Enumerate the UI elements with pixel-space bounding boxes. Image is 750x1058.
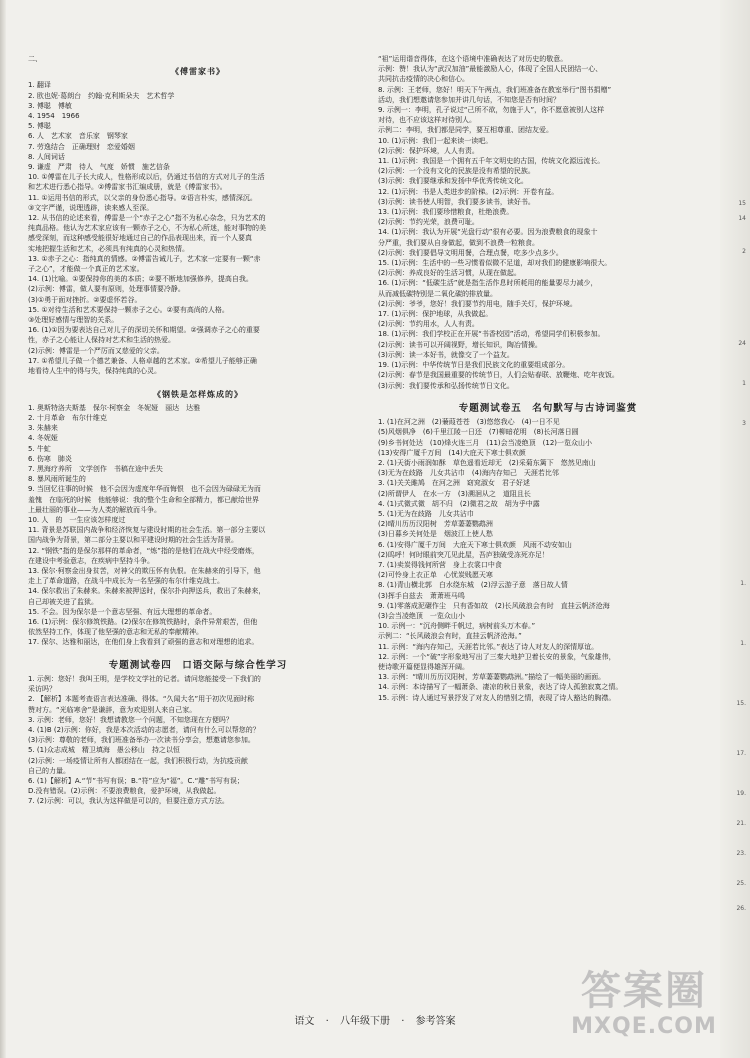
answer-line: (2)示例：养成良好的生活习惯，从现在做起。 [378,269,521,278]
answer-line: (3)会当凌绝顶 一览众山小 [378,611,465,620]
answer-page [28,54,718,1014]
answer-line: 羞愧 在临死的时候 他能够说：我的整个生命和全部精力，都已献给世界 [28,495,259,504]
answer-line: 自己却被关进了监狱。 [28,597,98,606]
answer-line: 3. 傅聪 傅敏 [28,101,72,110]
answer-line: (3)示例：我们要继承和发扬中华优秀传统文化。 [378,177,528,186]
answer-line: 15. 不会。因为保尔是一个意志坚强、有远大理想的革命者。 [28,607,217,616]
watermark-cn: 答案圈 [581,968,707,1014]
edge-number: 26. [736,905,746,912]
footer-sep-2: · [401,1016,405,1027]
section-title: 《钢铁是怎样炼成的》 [153,389,243,399]
answer-line [28,648,368,658]
answer-line: 8. (1)青山横北郭 白水绕东城 (2)浮云游子意 落日故人情 [378,581,568,590]
site-watermark [570,968,718,1050]
answer-line: 性，赤子之心能让人保持对艺术和生活的热爱。 [28,336,175,345]
answer-line: (2)所谓伊人 在水一方 (3)溯洄从之 道阻且长 [378,489,531,498]
answer-line: 1. 奥斯特洛夫斯基 保尔·柯察金 冬妮娅 丽达 达雅 [28,403,201,412]
answer-line: 14. 示例：本诗描写了一幅萧条、凄凉的秋日景象，表达了诗人孤独寂寞之情。 [378,683,623,692]
answer-line: (3)挥手自兹去 萧萧班马鸣 [378,591,465,600]
answer-line: 活动，我们想邀请您参加并讲几句话，不知您是否有时间？ [378,95,560,104]
answer-line: 上最壮丽的事业——为人类的解放而斗争。 [28,505,161,514]
answer-line: 共同抗击疫情的决心和信心。 [378,75,469,84]
answer-line: (3)示例：尊敬的老师，我们班准备举办一次读书分享会，想邀请您参加。 [28,736,255,745]
answer-line: ③处理好感情与理智的关系。 [28,316,119,325]
answer-line: 12. 示例：一个“破”字形象地写出了三秦大地护卫着长安的景象，气象雄伟， [378,652,616,661]
edge-number: 15 [738,200,746,207]
answer-line: 对待，也不应该这样对待别人。 [378,116,476,125]
answer-line: ③文字严谨，说理透辟，读来感人至深。 [28,203,154,212]
answer-line: 2. 欧也妮·葛朗台 约翰·克利斯朵夫 艺术哲学 [28,91,175,100]
answer-line: 实地把握生活和艺术，必须具有纯真的心灵和热情。 [28,244,189,253]
binding-shadow [0,0,6,1058]
edge-number: 2 [742,248,746,255]
answer-line: 7. (1)卖炭得钱何所营 身上衣裳口中食 [378,560,502,569]
edge-number: 24 [738,340,746,347]
answer-line: 采访吗？ [28,685,56,694]
right-column [378,54,718,1014]
answer-line: 3. 示例：老师，您好！我想请教您一个问题，不知您现在方便吗？ [28,715,233,724]
footer-title: 参考答案 [415,1016,456,1027]
answer-line: (3)示例：读一本好书，就像交了一个益友。 [378,350,514,359]
footer-grade: 八年级下册 [340,1016,390,1027]
answer-line: 和艺术进行悉心指导。②傅雷家书汇编成册，就是《傅雷家书》。 [28,183,227,192]
answer-line: (2)示例：节约用水，人人有责。 [378,320,479,329]
answer-line: 在建设中考验意志，在疾病中坚持斗争。 [28,556,154,565]
answer-line: (2)晴川历历汉阳树 芳草萋萋鹦鹉洲 [378,520,493,529]
answer-line: 1. 示例：您好！我叫王明，是学校文学社的记者。请问您能接受一下我们的 [28,674,261,683]
answer-line: 5. 傅聪 [28,122,51,131]
answer-line: 13. (1)示例：我们要珍惜粮食，杜绝浪费。 [378,208,514,217]
edge-number: 14 [738,215,746,222]
answer-line: (2)示例：春节是我国最重要的传统节日，人们会贴春联、放鞭炮、吃年夜饭。 [378,371,619,380]
watermark-en: MXQE.COM [571,1014,717,1039]
answer-line: 7. 劳逸结合 正确理财 恋爱婚姻 [28,142,135,151]
answer-line: (2)示例：傅雷是一个严厉而又慈爱的父亲。 [28,346,164,355]
answer-line: 5. (1)众志成城 精卫填海 愚公移山 持之以恒 [28,746,180,755]
answer-line: 2. 十月革命 布尔什维克 [28,413,107,422]
answer-line: 自己的力量。 [28,766,70,775]
answer-line: 14. 保尔救出了朱赫来。朱赫来被押送时，保尔扑向押送兵，救出了朱赫来， [28,587,266,596]
answer-line: 8. 人间词话 [28,152,65,161]
answer-line: 10. (1)示例：我们一起来读一读吧。 [378,136,493,145]
answer-line: (2)示例：读书可以开阔视野，增长知识，陶冶情操。 [378,340,542,349]
answer-line: 4. (1)式微式微 胡不归 (2)微君之故 胡为乎中露 [378,499,540,508]
answer-line: 16. (1)①因为要表达自己对儿子的深切关怀和期望。②强调赤子之心的重要 [28,326,260,335]
answer-line: 8. 暴风雨所诞生的 [28,475,86,484]
answer-line: 11. ①运用书信的形式，以父亲的身份悉心指导。②语言朴实，感情深沉。 [28,193,257,202]
answer-line: 9. (1)零落成泥碾作尘 只有香如故 (2)长风破浪会有时 直挂云帆济沧海 [378,601,610,610]
adjacent-page-edge [720,0,750,1058]
answer-line: 16. (1)示例：保尔修筑铁路。(2)保尔在修筑铁路时，条件异常艰苦，但他 [28,617,258,626]
answer-line: 4. 1954 1966 [28,112,80,121]
answer-line: (2)示例：一场疫情让所有人都团结在一起，我们积极行动，为抗疫贡献 [28,756,248,765]
answer-line: 18. (1)示例：我们学校正在开展“书香校园”活动，希望同学们积极参加。 [378,330,605,339]
answer-line: 12. 从书信的论述来看，傅雷是一个“赤子之心”指不为私心杂念，只为艺术的 [28,214,266,223]
edge-number: 25. [736,880,746,887]
answer-line: (2)示例：一个没有文化的民族是没有希望的民族。 [378,167,535,176]
answer-line: 2. (1)天街小雨润如酥 草色遥看近却无 (2)采菊东篱下 悠然见南山 [378,458,596,467]
answer-line: 9. 当回忆往事的时候 他不会因为虚度年华而悔恨 也不会因为碌碌无为而 [28,485,261,494]
answer-line: 从而减低碳特别是二氧化碳的排放量。 [378,289,497,298]
answer-line: 13. 示例：“晴川历历汉阳树，芳草萋萋鹦鹉洲。”描绘了一幅美丽的画面。 [378,673,606,682]
answer-line: 国内战争为背景，第二部分主要以和平建设时期的社会生活为背景。 [28,536,238,545]
answer-line: 依然坚持工作，体现了他坚强的意志和无私的奉献精神。 [28,628,203,637]
answer-line: 11. 示例：“海内存知己，天涯若比邻。”表达了诗人对友人的深情厚谊。 [378,642,599,651]
answer-line: 感受深刻，而这种感受能很好地通过自己的作品表现出来，而一个人要真 [28,234,252,243]
footer-sep-1: · [325,1016,329,1027]
answer-line: 6. (1)【解析】A.“节”书写有误；B.“符”应为“福”。C.“雕”书写有误； [28,777,244,786]
answer-line: 7. (2)示例：可以，我认为这样做是可以的，但要注意方式方法。 [28,797,229,806]
edge-number: 1. [740,640,746,647]
left-column [28,54,368,1014]
edge-number: 3 [742,420,746,427]
answer-line [378,391,718,401]
answer-line: 1. 翻译 [28,81,51,90]
answer-line: 11. 背景是苏联国内战争和经济恢复与建设时期的社会生活。第一部分主要以 [28,526,266,535]
answer-line: 6. 人 艺术家 音乐家 钢琴家 [28,132,128,141]
answer-line: 9. 谦虚 严肃 待人 气度 娇惯 施艺信条 [28,163,170,172]
answer-line: 10. 人 的 一生应该怎样度过 [28,515,126,524]
answer-line: (2)示例：爷爷，您好！我们要节约用电，随手关灯，保护环境。 [378,299,577,308]
answer-line: 15. (1)示例：生活中的一些习惯看似微不足道，却对我们的健康影响很大。 [378,259,612,268]
answer-line: 二、 [28,55,42,63]
answer-line: 15. ①对待生活和艺术要保持一颗赤子之心。②要有高尚的人格。 [28,305,229,314]
answer-line: (3)①勇于面对挫折。②要虚怀若谷。 [28,295,142,304]
answer-line: “祖”运用谐音得体，在这个语境中准确表达了对历史的敬意。 [378,55,568,63]
answer-line: (13)安得广厦千万间 (14)大庇天下寒士俱欢颜 [378,448,526,457]
answer-line: 17. (1)示例：保护地球，从我做起。 [378,310,493,319]
edge-number: 15. [736,700,746,707]
answer-line: 6. 伤寒 肺炎 [28,454,72,463]
answer-line: 10. 示例一：“沉舟侧畔千帆过，病树前头万木春。” [378,622,536,631]
answer-line: 9. 示例一：李明，孔子说过“己所不欲，勿施于人”，你不愿意被别人这样 [378,106,605,115]
answer-line: 13. 保尔·柯察金出身贫苦，对神父的欺压怀有仇恨。在朱赫来的引导下，他 [28,566,261,575]
answer-line: 15. 示例：诗人通过写景抒发了对友人的惜别之情，表现了诗人豁达的胸襟。 [378,693,616,702]
answer-line: 示例：赞！我认为“武汉加油”最能激励人心，体现了全国人民团结一心、 [378,65,603,74]
answer-line: 4. 冬妮娅 [28,434,58,443]
answer-line: (3)示例：读书使人明智，我们要多读书，读好书。 [378,197,535,206]
answer-line: 8. 示例：王老师，您好！明天下午两点，我们班准备在教室举行“图书捐赠” [378,85,612,94]
section-title: 专题测试卷四 口语交际与综合性学习 [108,659,288,671]
answer-line: (2)示例：我们要倡导文明用餐，合理点餐，吃多少点多少。 [378,248,563,257]
answer-line: 地看待人生中的得与失，保持纯真的心灵。 [28,367,161,376]
answer-line: 17. 保尔、达雅和丽达，在他们身上我看到了顽强的意志和对理想的追求。 [28,638,259,647]
answer-line: (2)示例：节约光荣，浪费可耻。 [378,218,479,227]
edge-number: 21. [736,820,746,827]
answer-line: (5)风烟俱净 (6)千里江陵一日还 (7)柳暗花明 (8)长河落日圆 [378,428,579,437]
answer-line: 示例二：李明，我们都是同学，要互相尊重、团结友爱。 [378,126,553,135]
answer-line [28,376,368,386]
answer-line: 赞对方。“光临寒舍”是谦辞，意为欢迎别人来自己家。 [28,705,197,714]
answer-line: 19. (1)示例：中华传统节日是我们民族文化的重要组成部分。 [378,361,570,370]
section-title: 《傅雷家书》 [171,67,225,77]
answer-line: 1. (1)在河之洲 (2)蒹葭苍苍 (3)悠悠我心 (4)一日不见 [378,418,560,427]
answer-line: 14. (1)示例：我认为开展“光盘行动”很有必要。因为浪费粮食的现象十 [378,228,598,237]
answer-line: 17. ①希望儿子做一个德艺兼备、人格卓越的艺术家。②希望儿子能够正确 [28,356,257,365]
answer-line: (2)示例：保护环境，人人有责。 [378,146,479,155]
answer-line: 12. “钢铁”指的是保尔那样的革命者，“炼”指的是他们在战火中经受磨炼， [28,546,259,555]
answer-line: 纯真品格。他认为艺术家应该有一颗赤子之心，不为私心所迷，能对事物的美 [28,224,266,233]
answer-line: 13. ①赤子之心：指纯真的情感。②傅雷告诫儿子，艺术家一定要有一颗“赤 [28,254,261,263]
answer-line: 12. (1)示例：书是人类进步的阶梯。(2)示例：开卷有益。 [378,187,559,196]
answer-line: 示例二：“长风破浪会有时，直挂云帆济沧海。” [378,632,522,641]
answer-line: 4. (1)B (2)示例：你好，我是本次活动的志愿者，请问有什么可以帮您的？ [28,726,260,734]
answer-line: (2)可怜身上衣正单 心忧炭贱愿天寒 [378,571,493,580]
answer-line: 10. ①傅雷在儿子长大成人，性格形成以后，仍通过书信的方式对儿子的生活 [28,173,265,182]
edge-number: 23. [736,850,746,857]
answer-line: 3. (1)关关雎鸠 在河之洲 窈窕淑女 君子好逑 [378,479,530,488]
answer-line: (2)示例：傅雷，做人要有原则，处理事情要冷静。 [28,285,185,294]
answer-line: D.没有错误。(2)示例：不要浪费粮食，爱护环境，从我做起。 [28,787,221,796]
answer-line: (3)示例：我们要传承和弘扬传统节日文化。 [378,381,514,390]
answer-line: 走上了革命道路，在战斗中成长为一名坚强的布尔什维克战士。 [28,577,224,586]
answer-line: 分严重，我们要从自身做起，做到不浪费一粒粮食。 [378,238,539,247]
section-title: 专题测试卷五 名句默写与古诗词鉴赏 [458,402,638,414]
answer-line: (9)乡书何处达 (10)烽火连三月 (11)会当凌绝顶 (12)一览众山小 [378,438,593,447]
answer-line: 5. 牛虻 [28,444,51,453]
answer-line: 16. (1)示例：“低碳生活”就是指生活作息时所耗用的能量要尽力减少， [378,279,598,288]
answer-line: 11. (1)示例：我国是一个拥有五千年文明史的古国，传统文化源远流长。 [378,157,605,166]
edge-number: 1 [742,380,746,387]
answer-line: (3)无为在歧路 儿女共沾巾 (4)海内存知己 天涯若比邻 [378,469,559,478]
answer-line: (3)日暮乡关何处是 烟波江上使人愁 [378,530,493,539]
footer-subject: 语文 [294,1016,315,1027]
edge-number: 19. [736,790,746,797]
answer-line: 子之心”，才能做一个真正的艺术家。 [28,265,144,274]
edge-number: 1. [740,580,746,587]
answer-line: 7. 黑海疗养所 文学创作 书稿在途中丢失 [28,464,163,473]
edge-number: 17. [736,750,746,757]
answer-line: 5. (1)无为在歧路 儿女共沾巾 [378,509,474,518]
answer-line: 14. (1)比喻。①要保持你的美的本质；②要不断地加强修养，提高自我。 [28,275,253,284]
answer-line: 使诗歌开篇便显得雄浑开阔。 [378,662,469,671]
answer-line: (2)呜呼！何时眼前突兀见此屋，吾庐独破受冻死亦足！ [378,550,549,559]
answer-line: 6. (1)安得广厦千万间 大庇天下寒士俱欢颜 风雨不动安如山 [378,540,572,549]
answer-line: 2. 【解析】本题考查语言表达准确、得体。“久闻大名”用于初次见面时称 [28,695,255,704]
answer-line: 3. 朱赫来 [28,424,58,433]
